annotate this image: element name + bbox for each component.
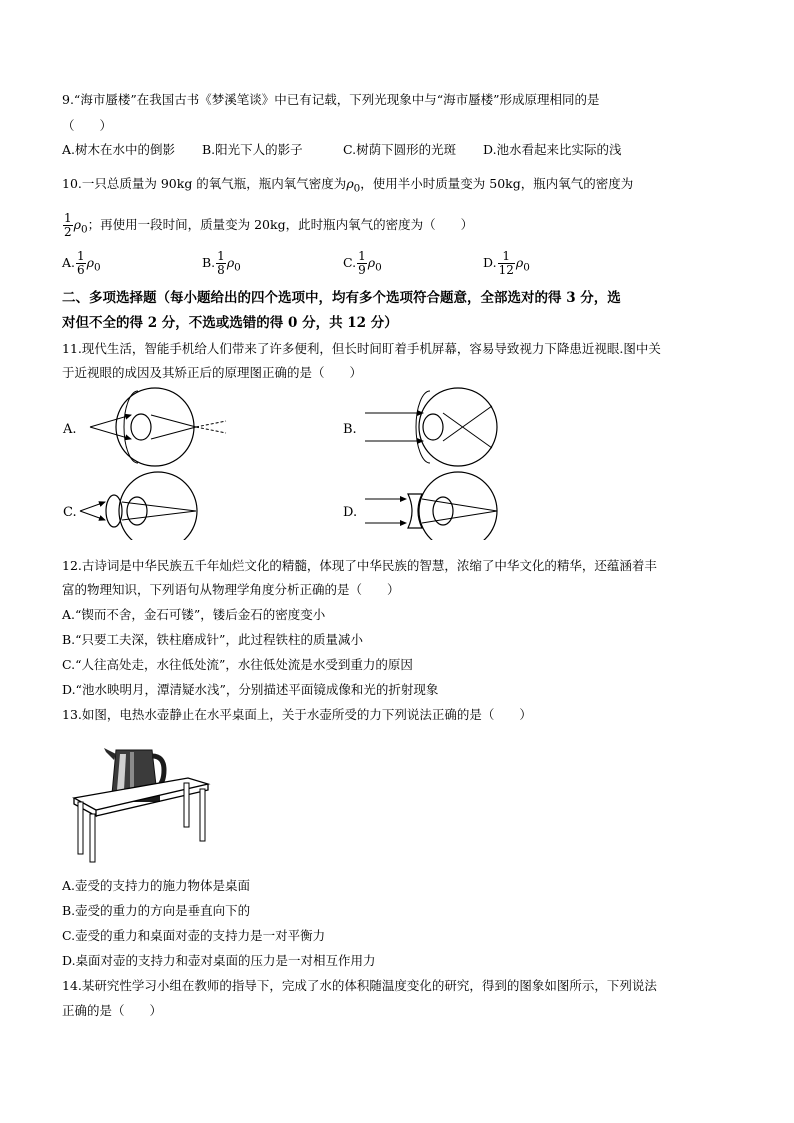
eye-diagram-b <box>365 388 497 466</box>
q10-option-c: C. $\frac{1}{9}$ $\rho_0$ <box>343 249 382 277</box>
fraction-half: $\frac{1}{2}$ <box>64 211 72 239</box>
q13-option-c: C.壶受的重力和桌面对壶的支持力是一对平衡力 <box>62 928 326 943</box>
eye-diagram-c <box>80 472 197 540</box>
section-heading-line2: 对但不全的得 2 分，不选或选错的得 0 分，共 12 分） <box>62 315 398 331</box>
section-heading-line1: 二、多项选择题（每小题给出的四个选项中，均有多个选项符合题意，全部选对的得 3 分，选 <box>62 290 621 306</box>
q10-line1-b: ，使用半小时质量变为 50kg，瓶内氧气的密度为 <box>360 176 634 191</box>
q9-stem: 9.“海市蜃楼”在我国古书《梦溪笔谈》中已有记载，下列光现象中与“海市蜃楼”形成原理相同的是 <box>62 92 600 107</box>
q12-option-d: D.“池水映明月，潭清疑水浅”，分别描述平面镜成像和光的折射现象 <box>62 682 439 697</box>
diagram-label-d: D. <box>343 505 358 520</box>
q11-line2: 于近视眼的成因及其矫正后的原理图正确的是（ ） <box>62 365 363 380</box>
q9-option-a: A.树木在水中的倒影 <box>62 142 176 157</box>
q10-line1-a: 10.一只总质量为 90kg 的氧气瓶，瓶内氧气密度为 <box>62 176 347 191</box>
q12-option-c: C.“人往高处走，水往低处流”，水往低处流是水受到重力的原因 <box>62 657 413 672</box>
diagram-label-b: B. <box>343 422 357 437</box>
q13-option-d: D.桌面对壶的支持力和壶对桌面的压力是一对相互作用力 <box>62 953 376 968</box>
diagram-label-a: A. <box>63 422 77 437</box>
q12-option-a: A.“锲而不舍，金石可镂”，镂后金石的密度变小 <box>62 607 326 622</box>
q10-line2-text: ；再使用一段时间，质量变为 20kg，此时瓶内氧气的密度为（ ） <box>87 217 474 232</box>
q12-line2: 富的物理知识，下列语句从物理学角度分析正确的是（ ） <box>62 582 400 597</box>
q13-stem: 13.如图，电热水壶静止在水平桌面上，关于水壶所受的力下列说法正确的是（ ） <box>62 707 532 722</box>
q9-option-d: D.池水看起来比实际的浅 <box>483 142 622 157</box>
q14-line1: 14.某研究性学习小组在教师的指导下，完成了水的体积随温度变化的研究，得到的图象如图所示，下列说法 <box>62 978 657 993</box>
q10-option-b: B. $\frac{1}{8}$ $\rho_0$ <box>202 249 241 277</box>
q10-option-a: A. $\frac{1}{6}$ $\rho_0$ <box>62 249 101 277</box>
eye-diagram-a <box>90 388 226 466</box>
rho-symbol: ρ <box>346 176 354 191</box>
diagram-label-c: C. <box>63 505 77 520</box>
rho-subscript: 0 <box>353 182 361 195</box>
q9-option-b: B.阳光下人的影子 <box>202 142 303 157</box>
q9-blank: （ ） <box>62 118 113 133</box>
q13-option-a: A.壶受的支持力的施力物体是桌面 <box>62 878 251 893</box>
q10-option-d: D. $\frac{1}{12}$ $\rho_0$ <box>483 249 530 277</box>
eye-diagrams <box>0 380 794 540</box>
q13-option-b: B.壶受的重力的方向是垂直向下的 <box>62 903 251 918</box>
eye-diagram-d <box>365 472 497 540</box>
q10-line2: $\frac{1}{2}$ $\rho_0$；再使用一段时间，质量变为 20kg，此时瓶内氧气的密度为（ ） <box>64 211 474 239</box>
q9-option-c: C.树荫下圆形的光斑 <box>343 142 457 157</box>
kettle-table-figure <box>60 740 220 865</box>
q10-line1 <box>62 176 633 197</box>
table-image <box>74 778 208 862</box>
q11-line1: 11.现代生活，智能手机给人们带来了许多便利，但长时间盯着手机屏幕，容易导致视力下降患近视眼.图中关 <box>62 341 661 356</box>
q12-option-b: B.“只要工夫深，铁柱磨成针”，此过程铁柱的质量减小 <box>62 632 363 647</box>
q12-line1: 12.古诗词是中华民族五千年灿烂文化的精髓，体现了中华民族的智慧，浓缩了中华文化的精华，还蕴涵着丰 <box>62 558 657 573</box>
rho-symbol: ρ <box>73 217 81 232</box>
q14-line2: 正确的是（ ） <box>62 1003 163 1018</box>
